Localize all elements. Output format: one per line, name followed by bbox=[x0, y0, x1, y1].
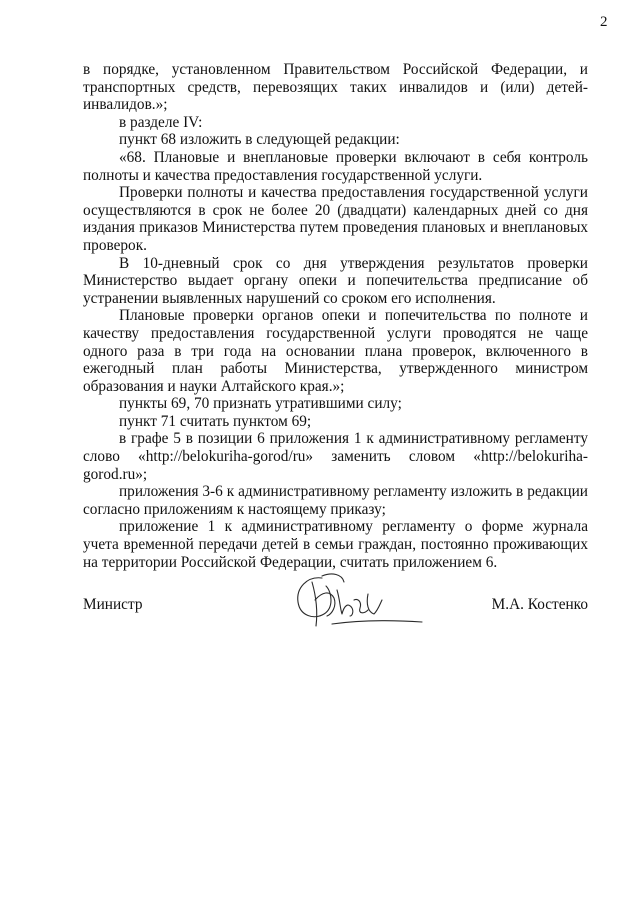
paragraph-3: пункт 68 изложить в следующей редакции: bbox=[119, 131, 400, 149]
paragraph-11: приложения 3-6 к административному регламенту изложить в редакции согласно приложениям к настоящему приказу; bbox=[83, 483, 588, 518]
paragraph-2: в разделе IV: bbox=[119, 113, 203, 131]
paragraph-6: В 10-дневный срок со дня утверждения результатов проверки Министерство выдает органу опеки и попечительства предписание об устранении выявленных нарушений со сроком его исполнения. bbox=[83, 254, 588, 307]
paragraph-5: Проверки полноты и качества предоставления государственной услуги осуществляются в срок не более 20 (двадцати) календарных дней со дня издания приказов Министерства путем проведения плановых и внеплановых проверок. bbox=[83, 184, 588, 254]
document-body bbox=[83, 61, 588, 571]
paragraph-9: пункт 71 считать пунктом 69; bbox=[119, 412, 312, 430]
paragraph-4: «68. Плановые и внеплановые проверки включают в себя контроль полноты и качества предоставления государственной услуги. bbox=[83, 148, 588, 184]
paragraph-7: Плановые проверки органов опеки и попечительства по полноте и качеству предоставления государственной услуги проводятся не чаще одного раза в три года на основании плана проверок, включенного в ежегодный план работы Министерства, утвержденного министром образования и науки Алтайского края.»; bbox=[83, 307, 588, 395]
paragraph-1: в порядке, установленном Правительством Российской Федерации, и транспортных средств, перевозящих таких инвалидов и (или) детей-инвалидов.»; bbox=[83, 61, 588, 114]
paragraph-8: пункты 69, 70 признать утратившими силу; bbox=[119, 395, 402, 413]
signer-title: Министр bbox=[83, 596, 143, 613]
page-number: 2 bbox=[600, 14, 608, 30]
paragraph-10: в графе 5 в позиции 6 приложения 1 к административному регламенту слово «http://belokuriha-gorod/ru» заменить словом «http://belokuriha-gorod.ru»; bbox=[83, 430, 588, 483]
signature-icon bbox=[282, 570, 432, 640]
paragraph-12: приложение 1 к административному регламенту о форме журнала учета временной передачи детей в семьи граждан, постоянно проживающих на территории Российской Федерации, считать приложением 6. bbox=[83, 518, 588, 571]
signer-name: М.А. Костенко bbox=[491, 596, 588, 613]
